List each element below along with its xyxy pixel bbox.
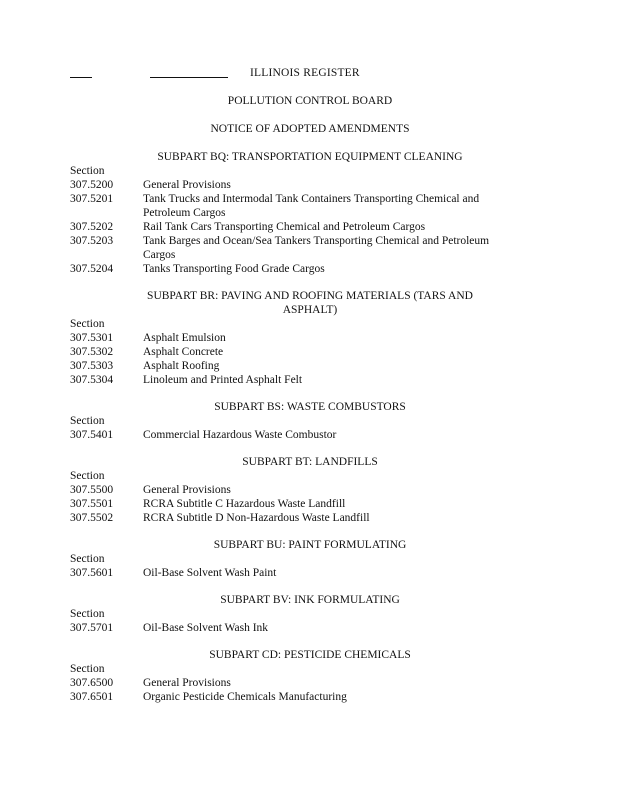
- section-title: General Provisions: [143, 484, 231, 496]
- subpart-bs-heading: SUBPART BS: WASTE COMBUSTORS: [214, 401, 406, 413]
- list-item: [70, 345, 530, 359]
- subpart-bq-sections: [70, 164, 530, 276]
- header-rule-middle: [150, 77, 228, 78]
- list-item: [70, 373, 530, 387]
- section-label: Section: [70, 318, 105, 330]
- list-item: [70, 192, 530, 220]
- header-rule-left: [70, 77, 92, 78]
- section-label: Section: [70, 165, 105, 177]
- section-number: 307.5502: [70, 512, 114, 524]
- register-title: ILLINOIS REGISTER: [250, 67, 360, 79]
- section-number: 307.5202: [70, 221, 114, 233]
- section-title: General Provisions: [143, 179, 231, 191]
- list-item: [70, 676, 530, 690]
- section-number: 307.6501: [70, 691, 114, 703]
- section-title: Tank Barges and Ocean/Sea Tankers Transporting Chemical and Petroleum Cargos: [143, 235, 490, 261]
- section-number: 307.5500: [70, 484, 114, 496]
- register-header: [70, 66, 550, 82]
- section-title: RCRA Subtitle D Non-Hazardous Waste Landfill: [143, 512, 370, 524]
- section-title: Asphalt Concrete: [143, 346, 224, 358]
- subpart-bu-heading: SUBPART BU: PAINT FORMULATING: [213, 539, 407, 551]
- subpart-cd-heading: SUBPART CD: PESTICIDE CHEMICALS: [209, 649, 411, 661]
- section-number: 307.5204: [70, 263, 114, 275]
- list-item: [70, 262, 530, 276]
- subpart-br-sections: [70, 317, 530, 387]
- subpart-cd-sections: [70, 662, 530, 704]
- section-title: Rail Tank Cars Transporting Chemical and Petroleum Cargos: [143, 221, 426, 233]
- list-item: [70, 621, 530, 635]
- section-label: Section: [70, 415, 105, 427]
- section-label: Section: [70, 663, 105, 675]
- list-item: [70, 428, 530, 442]
- list-item: [70, 690, 530, 704]
- section-number: 307.6500: [70, 677, 114, 689]
- section-number: 307.5701: [70, 622, 114, 634]
- section-number: 307.5303: [70, 360, 114, 372]
- section-title: Tank Trucks and Intermodal Tank Containers Transporting Chemical and Petroleum Cargos: [143, 193, 480, 219]
- section-title: Linoleum and Printed Asphalt Felt: [143, 374, 303, 386]
- section-number: 307.5200: [70, 179, 114, 191]
- section-title: Commercial Hazardous Waste Combustor: [143, 429, 337, 441]
- section-title: Tanks Transporting Food Grade Cargos: [143, 263, 325, 275]
- section-label: Section: [70, 608, 105, 620]
- section-number: 307.5301: [70, 332, 114, 344]
- section-number: 307.5203: [70, 235, 114, 247]
- section-number: 307.5501: [70, 498, 114, 510]
- subpart-br-heading: SUBPART BR: PAVING AND ROOFING MATERIALS (TARS AND ASPHALT): [147, 290, 473, 316]
- subpart-bv-heading: SUBPART BV: INK FORMULATING: [220, 594, 400, 606]
- notice-title: NOTICE OF ADOPTED AMENDMENTS: [210, 123, 410, 135]
- subpart-bs-sections: [70, 414, 530, 442]
- list-item: [70, 511, 530, 525]
- section-number: 307.5302: [70, 346, 114, 358]
- list-item: [70, 566, 530, 580]
- board-name: POLLUTION CONTROL BOARD: [227, 95, 393, 107]
- section-number: 307.5601: [70, 567, 114, 579]
- section-label: Section: [70, 553, 105, 565]
- subpart-bt-heading: SUBPART BT: LANDFILLS: [242, 456, 378, 468]
- list-item: [70, 331, 530, 345]
- list-item: [70, 220, 530, 234]
- subpart-bv-sections: [70, 607, 530, 635]
- section-label: Section: [70, 470, 105, 482]
- list-item: [70, 483, 530, 497]
- section-title: RCRA Subtitle C Hazardous Waste Landfill: [143, 498, 346, 510]
- list-item: [70, 234, 530, 262]
- subpart-bu-sections: [70, 552, 530, 580]
- section-title: General Provisions: [143, 677, 231, 689]
- section-number: 307.5304: [70, 374, 114, 386]
- section-title: Asphalt Emulsion: [143, 332, 226, 344]
- subpart-bq-heading: SUBPART BQ: TRANSPORTATION EQUIPMENT CLEANING: [157, 151, 463, 163]
- section-title: Oil-Base Solvent Wash Ink: [143, 622, 269, 634]
- section-number: 307.5201: [70, 193, 114, 205]
- section-number: 307.5401: [70, 429, 114, 441]
- section-title: Oil-Base Solvent Wash Paint: [143, 567, 277, 579]
- section-title: Asphalt Roofing: [143, 360, 220, 372]
- list-item: [70, 178, 530, 192]
- list-item: [70, 497, 530, 511]
- subpart-bt-sections: [70, 469, 530, 525]
- section-title: Organic Pesticide Chemicals Manufacturing: [143, 691, 347, 703]
- list-item: [70, 359, 530, 373]
